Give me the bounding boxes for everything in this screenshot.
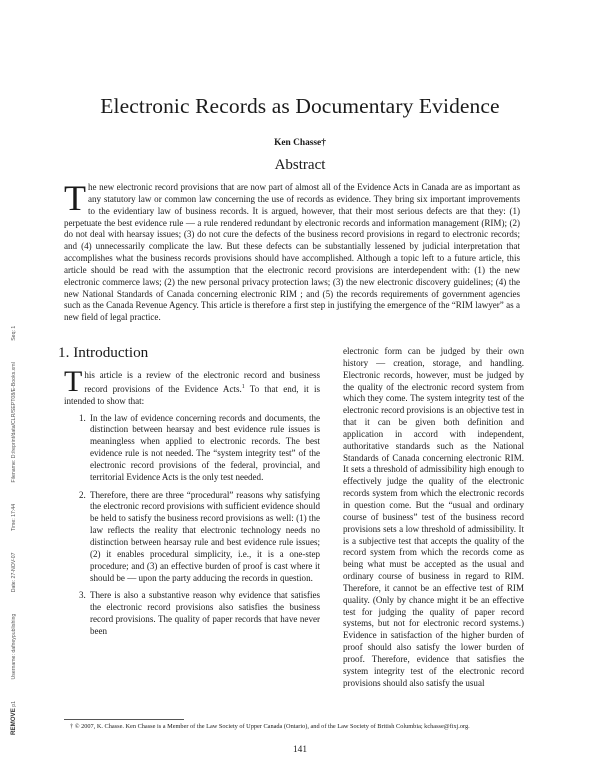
sidebar-page-ref: p1: [11, 700, 17, 707]
abstract-heading: Abstract: [274, 157, 326, 173]
footnote: † © 2007, K. Chasse. Ken Chasse is a Member of the Law Society of Upper Canada (Ontario), and of the Law Society of British Columbia; kchasse@fixj.org.: [70, 723, 470, 730]
introduction-heading: 1. Introduction: [58, 344, 149, 361]
sidebar-seq: Seq: 1: [11, 325, 17, 341]
footnote-divider: [64, 719, 184, 720]
footnote-ref: 1: [241, 383, 245, 390]
intro-drop-cap: T: [64, 365, 83, 398]
paper-title: Electronic Records as Documentary Evidence: [100, 94, 500, 118]
right-column: [343, 346, 524, 689]
list-item: 3. There is also a substantive reason why evidence that satisfies the electronic record provisions also satisfies the business record provisions. The quality of paper records that have never been: [88, 590, 320, 637]
intro-list: [64, 413, 320, 638]
right-column-text: electronic form can be judged by their own history — creation, storage, and handling. Electronic records, however, must be judged by the quality of the electronic record system from which they come. The system integrity test of the electronic record provisions is an objective test in that it can be given both definition and application in accord with independent, authoritative standards such as the National Standards of Canada concerning electronic RIM. It sets a threshold of admissibility high enough to effectively judge the quality of the electronic records system from which the electronic records in question come. But the “usual and ordinary course of business” test of the business record provisions sets a low threshold of admissibility. It is a subjective test that accepts the quality of the record system from which the records come as being what must be accepted as the usual and ordinary course of business in regard to RIM. Therefore, it cannot be an effective test of RIM quality. (Only by chance might it be an effective test for judging the quality of paper record systems, but not for electronic record systems.) Evidence in satisfaction of the higher burden of proof should also satisfy the lower burden of proof. Therefore, evidence that satisfies the system integrity test of the electronic record provisions should also satisfy the usual: [343, 346, 524, 688]
left-column: [64, 365, 321, 644]
abstract-text: he new electronic record provisions that are now part of almost all of the Evidence Acts in Canada are as important as any statutory law or common law concerning the use of records as evidence. They bring six important improvements to the evidentiary law of business records. It is argued, however, that their most serious defects are that they: (1) perpetuate the best evidence rule — a rule rendered redundant by electronic records and information management (RIM); (2) do not deal with hearsay issues; (3) do not cure the defects of the business record provisions in regard to electronic records; and (4) unnecessarily complicate the law. But these defects can be substantially lessened by judicial interpretation that accomplishes what the business records provisions should have accomplished. Although a topic left to a future article, this article should be read with the assumption that the electronic record provisions are interdependent with: (1) the new electronic commerce laws; (2) the new personal privacy protection laws; (3) the new electronic discovery guidelines; (4) the new National Standards of Canada concerning electronic RIM ; and (5) the records requirements of government agencies such as the Canada Revenue Agency. This article is therefore a first step in justifying the emergence of the “RIM lawyer” as a new field of legal practice.: [64, 182, 520, 323]
intro-paragraph: [64, 365, 321, 408]
sidebar-slug: [2, 175, 18, 735]
sidebar-time: Time: 17:44: [11, 503, 17, 532]
sidebar-username: Username: dafneypublishing: [11, 613, 17, 680]
list-item: 2. Therefore, there are three “procedural” reasons why satisfying the electronic record provisions with sufficient evidence should be held to satisfy the business record provisions as well: (1) the law reflects the reality that electronic technology needs no distinction between hearsay rule and best evidence rule issues; (2) it enables procedural simplicity, i.e., it is a one-step procedure; and (3) an effective burden of proof is cast where it should be — upon the party adducing the records in question.: [88, 490, 320, 585]
intro-opening: his article is a review of the electronic record and business record provisions of the Evidence Acts.: [84, 370, 320, 394]
sidebar-slug-text: [10, 306, 17, 735]
sidebar-date: Date: 27-NOV-07: [11, 552, 17, 593]
abstract-drop-cap: T: [64, 178, 86, 218]
intro-opening-end: To that end, it is intended to show that:: [64, 383, 321, 406]
list-item: 1. In the law of evidence concerning records and documents, the distinction between hearsay and best evidence rule issues is meaningless when applied to electronic records. The best evidence rule is not needed. The “system integrity test” of the electronic record provisions of the federal, provincial, and territorial Evidence Acts is the only test needed.: [88, 413, 320, 484]
page-number: 141: [292, 745, 308, 755]
abstract-body: [64, 178, 520, 324]
sidebar-filename: Filename: D:/reprint/data/CLR/SEPT08/E-Books.xml: [11, 362, 17, 483]
author-name: Ken Chasse†: [274, 138, 326, 148]
sidebar-brand: REMOVE: [10, 708, 17, 735]
